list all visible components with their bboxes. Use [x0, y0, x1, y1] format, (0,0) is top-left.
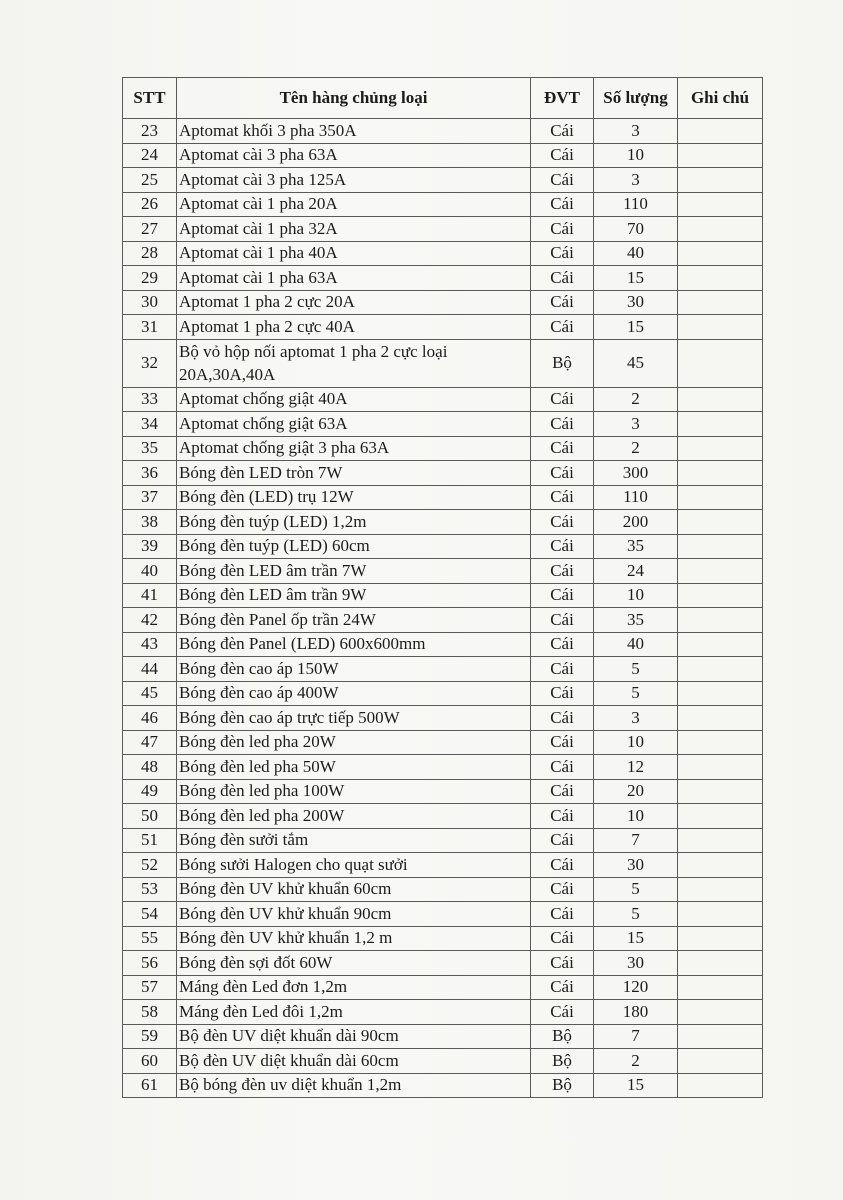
- cell-name: Aptomat cài 1 pha 20A: [177, 192, 531, 217]
- cell-name: Bóng đèn LED tròn 7W: [177, 461, 531, 486]
- cell-unit: Cái: [531, 779, 594, 804]
- cell-stt: 46: [123, 706, 177, 731]
- cell-note: [678, 461, 763, 486]
- table-row: [123, 436, 763, 461]
- cell-stt: 35: [123, 436, 177, 461]
- cell-stt: 36: [123, 461, 177, 486]
- cell-unit: Bộ: [531, 1073, 594, 1098]
- cell-stt: 61: [123, 1073, 177, 1098]
- cell-stt: 58: [123, 1000, 177, 1025]
- cell-qty: 10: [594, 730, 678, 755]
- cell-stt: 40: [123, 559, 177, 584]
- cell-unit: Cái: [531, 583, 594, 608]
- cell-note: [678, 657, 763, 682]
- cell-qty: 45: [594, 339, 678, 387]
- cell-note: [678, 828, 763, 853]
- table-row: [123, 853, 763, 878]
- cell-name: Bóng đèn (LED) trụ 12W: [177, 485, 531, 510]
- cell-unit: Cái: [531, 192, 594, 217]
- header-unit: ĐVT: [531, 78, 594, 119]
- cell-note: [678, 192, 763, 217]
- header-note: Ghi chú: [678, 78, 763, 119]
- cell-qty: 3: [594, 168, 678, 193]
- cell-note: [678, 266, 763, 291]
- cell-note: [678, 217, 763, 242]
- cell-stt: 34: [123, 412, 177, 437]
- cell-stt: 43: [123, 632, 177, 657]
- cell-stt: 49: [123, 779, 177, 804]
- cell-name: Bóng đèn UV khử khuẩn 60cm: [177, 877, 531, 902]
- cell-note: [678, 583, 763, 608]
- table-row: [123, 608, 763, 633]
- cell-qty: 3: [594, 119, 678, 144]
- table-row: [123, 706, 763, 731]
- table-row: [123, 951, 763, 976]
- cell-name: Bộ đèn UV diệt khuẩn dài 60cm: [177, 1049, 531, 1074]
- cell-unit: Cái: [531, 510, 594, 535]
- cell-qty: 24: [594, 559, 678, 584]
- cell-qty: 15: [594, 266, 678, 291]
- cell-name: Bộ vỏ hộp nối aptomat 1 pha 2 cực loại 20A,30A,40A: [177, 339, 531, 387]
- cell-stt: 39: [123, 534, 177, 559]
- cell-name: Bóng đèn cao áp 150W: [177, 657, 531, 682]
- cell-qty: 7: [594, 828, 678, 853]
- table-row: [123, 1073, 763, 1098]
- cell-unit: Cái: [531, 387, 594, 412]
- table-row: [123, 657, 763, 682]
- cell-note: [678, 877, 763, 902]
- cell-unit: Cái: [531, 755, 594, 780]
- cell-note: [678, 290, 763, 315]
- cell-name: Bóng đèn tuýp (LED) 1,2m: [177, 510, 531, 535]
- cell-unit: Cái: [531, 315, 594, 340]
- cell-note: [678, 168, 763, 193]
- cell-qty: 7: [594, 1024, 678, 1049]
- cell-stt: 42: [123, 608, 177, 633]
- table-row: [123, 534, 763, 559]
- cell-unit: Cái: [531, 1000, 594, 1025]
- cell-name: Aptomat cài 1 pha 63A: [177, 266, 531, 291]
- cell-note: [678, 534, 763, 559]
- table-row: [123, 755, 763, 780]
- table-row: [123, 877, 763, 902]
- cell-qty: 15: [594, 926, 678, 951]
- cell-name: Bóng đèn sợi đốt 60W: [177, 951, 531, 976]
- cell-qty: 3: [594, 706, 678, 731]
- cell-qty: 30: [594, 290, 678, 315]
- cell-stt: 44: [123, 657, 177, 682]
- cell-stt: 59: [123, 1024, 177, 1049]
- table-row: [123, 902, 763, 927]
- table-row: [123, 583, 763, 608]
- cell-unit: Cái: [531, 730, 594, 755]
- cell-qty: 200: [594, 510, 678, 535]
- cell-note: [678, 779, 763, 804]
- cell-name: Aptomat 1 pha 2 cực 40A: [177, 315, 531, 340]
- cell-note: [678, 119, 763, 144]
- cell-qty: 15: [594, 315, 678, 340]
- table-row: [123, 168, 763, 193]
- cell-name: Bóng đèn UV khử khuẩn 90cm: [177, 902, 531, 927]
- cell-name: Bóng đèn tuýp (LED) 60cm: [177, 534, 531, 559]
- cell-unit: Cái: [531, 290, 594, 315]
- cell-unit: Cái: [531, 217, 594, 242]
- cell-name: Bóng đèn LED âm trần 9W: [177, 583, 531, 608]
- cell-stt: 53: [123, 877, 177, 902]
- cell-name: Bóng đèn cao áp 400W: [177, 681, 531, 706]
- cell-note: [678, 1073, 763, 1098]
- cell-qty: 5: [594, 877, 678, 902]
- cell-unit: Cái: [531, 119, 594, 144]
- table-row: [123, 192, 763, 217]
- cell-note: [678, 1024, 763, 1049]
- table-row: [123, 804, 763, 829]
- cell-stt: 56: [123, 951, 177, 976]
- cell-qty: 35: [594, 608, 678, 633]
- cell-stt: 47: [123, 730, 177, 755]
- cell-unit: Cái: [531, 951, 594, 976]
- cell-qty: 110: [594, 485, 678, 510]
- cell-stt: 29: [123, 266, 177, 291]
- table-row: [123, 290, 763, 315]
- cell-stt: 33: [123, 387, 177, 412]
- cell-qty: 180: [594, 1000, 678, 1025]
- cell-note: [678, 632, 763, 657]
- cell-name: Aptomat chống giật 3 pha 63A: [177, 436, 531, 461]
- cell-unit: Cái: [531, 877, 594, 902]
- cell-qty: 20: [594, 779, 678, 804]
- cell-name: Aptomat cài 3 pha 63A: [177, 143, 531, 168]
- header-name: Tên hàng chủng loại: [177, 78, 531, 119]
- table-body: [123, 119, 763, 1098]
- table-row: [123, 143, 763, 168]
- cell-note: [678, 412, 763, 437]
- table-row: [123, 779, 763, 804]
- cell-note: [678, 1000, 763, 1025]
- cell-unit: Cái: [531, 412, 594, 437]
- cell-name: Aptomat chống giật 40A: [177, 387, 531, 412]
- cell-note: [678, 926, 763, 951]
- cell-stt: 60: [123, 1049, 177, 1074]
- cell-note: [678, 559, 763, 584]
- cell-stt: 38: [123, 510, 177, 535]
- table-row: [123, 1000, 763, 1025]
- table-row: [123, 926, 763, 951]
- cell-unit: Bộ: [531, 1049, 594, 1074]
- cell-qty: 120: [594, 975, 678, 1000]
- header-row: [123, 78, 763, 119]
- cell-name: Bóng đèn led pha 50W: [177, 755, 531, 780]
- cell-stt: 26: [123, 192, 177, 217]
- table-row: [123, 339, 763, 387]
- cell-name: Bóng đèn UV khử khuẩn 1,2 m: [177, 926, 531, 951]
- table-row: [123, 241, 763, 266]
- cell-unit: Cái: [531, 559, 594, 584]
- item-table: [122, 77, 763, 1098]
- cell-stt: 32: [123, 339, 177, 387]
- table-row: [123, 828, 763, 853]
- cell-stt: 48: [123, 755, 177, 780]
- cell-name: Bóng đèn LED âm trần 7W: [177, 559, 531, 584]
- cell-qty: 40: [594, 632, 678, 657]
- cell-unit: Cái: [531, 828, 594, 853]
- cell-stt: 45: [123, 681, 177, 706]
- cell-qty: 5: [594, 681, 678, 706]
- table-header: [123, 78, 763, 119]
- cell-unit: Cái: [531, 657, 594, 682]
- cell-unit: Bộ: [531, 1024, 594, 1049]
- table-row: [123, 1049, 763, 1074]
- cell-stt: 57: [123, 975, 177, 1000]
- cell-unit: Cái: [531, 485, 594, 510]
- cell-qty: 30: [594, 853, 678, 878]
- table-row: [123, 266, 763, 291]
- cell-note: [678, 241, 763, 266]
- cell-note: [678, 755, 763, 780]
- table-row: [123, 1024, 763, 1049]
- cell-note: [678, 1049, 763, 1074]
- cell-qty: 12: [594, 755, 678, 780]
- cell-note: [678, 608, 763, 633]
- table-row: [123, 217, 763, 242]
- cell-stt: 23: [123, 119, 177, 144]
- cell-unit: Cái: [531, 168, 594, 193]
- cell-name: Bóng đèn sưởi tắm: [177, 828, 531, 853]
- cell-name: Bóng sưởi Halogen cho quạt sưởi: [177, 853, 531, 878]
- cell-stt: 37: [123, 485, 177, 510]
- cell-qty: 5: [594, 657, 678, 682]
- cell-unit: Cái: [531, 853, 594, 878]
- cell-note: [678, 681, 763, 706]
- cell-stt: 30: [123, 290, 177, 315]
- table-row: [123, 315, 763, 340]
- cell-stt: 27: [123, 217, 177, 242]
- cell-name: Aptomat cài 1 pha 40A: [177, 241, 531, 266]
- cell-qty: 5: [594, 902, 678, 927]
- cell-unit: Cái: [531, 534, 594, 559]
- cell-unit: Bộ: [531, 339, 594, 387]
- table-row: [123, 485, 763, 510]
- table-row: [123, 119, 763, 144]
- cell-qty: 110: [594, 192, 678, 217]
- table-row: [123, 559, 763, 584]
- table-row: [123, 510, 763, 535]
- cell-name: Bóng đèn Panel ốp trần 24W: [177, 608, 531, 633]
- header-qty: Số lượng: [594, 78, 678, 119]
- cell-qty: 30: [594, 951, 678, 976]
- cell-unit: Cái: [531, 461, 594, 486]
- table-row: [123, 387, 763, 412]
- cell-stt: 25: [123, 168, 177, 193]
- cell-qty: 2: [594, 1049, 678, 1074]
- cell-note: [678, 706, 763, 731]
- cell-name: Aptomat khối 3 pha 350A: [177, 119, 531, 144]
- cell-qty: 10: [594, 143, 678, 168]
- cell-unit: Cái: [531, 436, 594, 461]
- cell-name: Bóng đèn led pha 200W: [177, 804, 531, 829]
- cell-unit: Cái: [531, 143, 594, 168]
- cell-name: Aptomat cài 3 pha 125A: [177, 168, 531, 193]
- table-row: [123, 461, 763, 486]
- cell-qty: 70: [594, 217, 678, 242]
- cell-unit: Cái: [531, 266, 594, 291]
- cell-qty: 2: [594, 387, 678, 412]
- cell-name: Bóng đèn led pha 100W: [177, 779, 531, 804]
- cell-name: Bộ bóng đèn uv diệt khuẩn 1,2m: [177, 1073, 531, 1098]
- cell-note: [678, 510, 763, 535]
- cell-stt: 54: [123, 902, 177, 927]
- cell-stt: 51: [123, 828, 177, 853]
- cell-qty: 40: [594, 241, 678, 266]
- cell-stt: 55: [123, 926, 177, 951]
- cell-note: [678, 975, 763, 1000]
- cell-qty: 3: [594, 412, 678, 437]
- cell-qty: 2: [594, 436, 678, 461]
- table-row: [123, 412, 763, 437]
- cell-unit: Cái: [531, 241, 594, 266]
- cell-note: [678, 436, 763, 461]
- cell-stt: 28: [123, 241, 177, 266]
- cell-note: [678, 315, 763, 340]
- table-row: [123, 975, 763, 1000]
- cell-stt: 52: [123, 853, 177, 878]
- cell-name: Bộ đèn UV diệt khuẩn dài 90cm: [177, 1024, 531, 1049]
- cell-note: [678, 951, 763, 976]
- cell-stt: 31: [123, 315, 177, 340]
- cell-name: Bóng đèn cao áp trực tiếp 500W: [177, 706, 531, 731]
- cell-unit: Cái: [531, 926, 594, 951]
- cell-stt: 50: [123, 804, 177, 829]
- cell-note: [678, 902, 763, 927]
- cell-unit: Cái: [531, 902, 594, 927]
- cell-stt: 41: [123, 583, 177, 608]
- cell-unit: Cái: [531, 632, 594, 657]
- table-row: [123, 730, 763, 755]
- cell-qty: 35: [594, 534, 678, 559]
- cell-qty: 10: [594, 804, 678, 829]
- cell-note: [678, 853, 763, 878]
- cell-name: Aptomat 1 pha 2 cực 20A: [177, 290, 531, 315]
- cell-unit: Cái: [531, 804, 594, 829]
- cell-note: [678, 804, 763, 829]
- cell-qty: 15: [594, 1073, 678, 1098]
- cell-note: [678, 339, 763, 387]
- table-row: [123, 681, 763, 706]
- cell-stt: 24: [123, 143, 177, 168]
- cell-unit: Cái: [531, 608, 594, 633]
- cell-note: [678, 485, 763, 510]
- header-stt: STT: [123, 78, 177, 119]
- cell-note: [678, 387, 763, 412]
- cell-name: Máng đèn Led đơn 1,2m: [177, 975, 531, 1000]
- cell-unit: Cái: [531, 975, 594, 1000]
- cell-qty: 10: [594, 583, 678, 608]
- cell-name: Máng đèn Led đôi 1,2m: [177, 1000, 531, 1025]
- cell-unit: Cái: [531, 706, 594, 731]
- cell-unit: Cái: [531, 681, 594, 706]
- cell-name: Bóng đèn Panel (LED) 600x600mm: [177, 632, 531, 657]
- cell-qty: 300: [594, 461, 678, 486]
- table-row: [123, 632, 763, 657]
- cell-name: Aptomat chống giật 63A: [177, 412, 531, 437]
- cell-name: Bóng đèn led pha 20W: [177, 730, 531, 755]
- cell-note: [678, 730, 763, 755]
- cell-name: Aptomat cài 1 pha 32A: [177, 217, 531, 242]
- cell-note: [678, 143, 763, 168]
